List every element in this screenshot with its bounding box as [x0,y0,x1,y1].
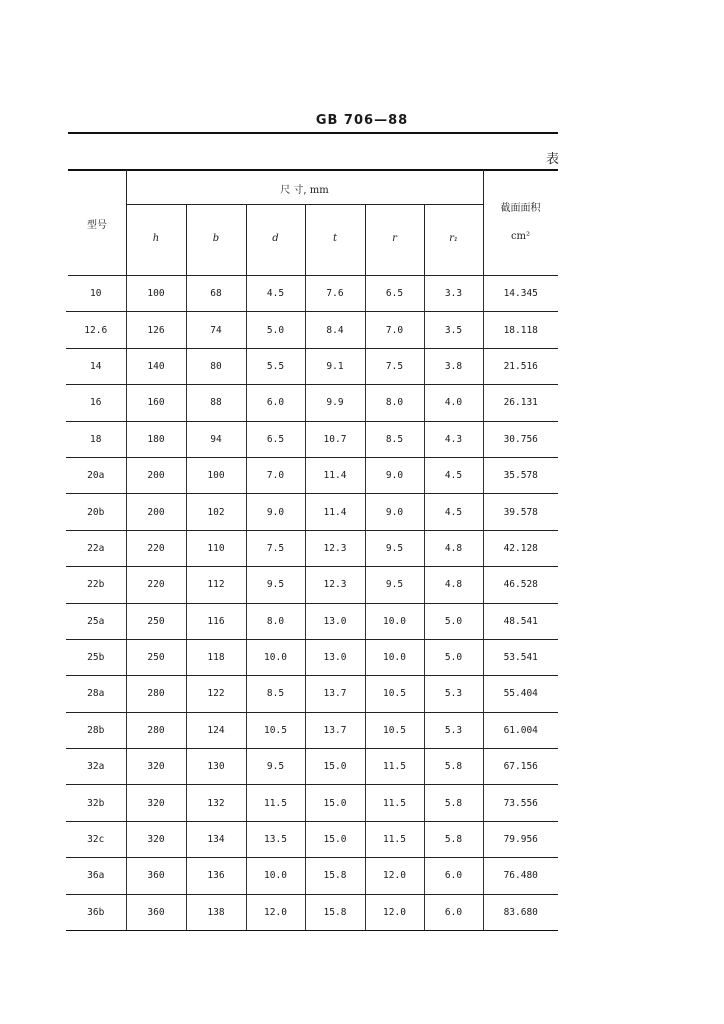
cell-b: 136 [186,858,246,894]
cell-b: 130 [186,749,246,785]
cell-t: 15.0 [305,749,365,785]
cell-r: 9.5 [365,567,424,603]
cell-model: 18 [66,421,126,457]
model-header: 型号 [87,220,107,231]
cell-area: 21.516 [483,348,558,384]
cell-r1: 6.0 [424,858,483,894]
table-row [66,676,558,712]
cell-t: 13.7 [305,676,365,712]
cell-r1: 5.3 [424,712,483,748]
cell-t: 11.4 [305,494,365,530]
cell-d: 6.0 [246,385,305,421]
cell-b: 134 [186,821,246,857]
cell-r1: 5.0 [424,639,483,675]
cell-d: 8.5 [246,676,305,712]
cell-t: 8.4 [305,312,365,348]
table-row [66,858,558,894]
column-header-r1: r₁ [449,233,458,244]
table-row [66,712,558,748]
cell-d: 9.5 [246,749,305,785]
cell-b: 112 [186,567,246,603]
cell-r: 9.0 [365,494,424,530]
cell-model: 20b [66,494,126,530]
table-row [66,821,558,857]
cell-b: 102 [186,494,246,530]
table-row [66,530,558,566]
cell-model: 12.6 [66,312,126,348]
cell-model: 14 [66,348,126,384]
cell-r1: 4.5 [424,494,483,530]
cell-h: 360 [126,894,186,930]
cell-area: 18.118 [483,312,558,348]
cell-r1: 3.8 [424,348,483,384]
cell-r: 10.5 [365,712,424,748]
cell-d: 10.0 [246,858,305,894]
cell-r1: 4.8 [424,530,483,566]
cell-r: 10.0 [365,639,424,675]
cell-model: 36a [66,858,126,894]
cell-b: 94 [186,421,246,457]
title-rule [68,132,558,134]
cell-r: 9.0 [365,457,424,493]
table-row [66,603,558,639]
cell-b: 110 [186,530,246,566]
cell-r1: 3.5 [424,312,483,348]
cell-area: 26.131 [483,385,558,421]
cell-model: 16 [66,385,126,421]
column-header-r: r [392,233,397,244]
cell-r1: 4.3 [424,421,483,457]
cell-r1: 5.3 [424,676,483,712]
standard-code: GB 706—88 [315,113,409,128]
cell-b: 80 [186,348,246,384]
cell-r1: 4.5 [424,457,483,493]
cell-b: 88 [186,385,246,421]
table-row [66,312,558,348]
cell-h: 250 [126,639,186,675]
cell-d: 10.0 [246,639,305,675]
cell-area: 83.680 [483,894,558,930]
cell-r1: 6.0 [424,894,483,930]
cell-b: 138 [186,894,246,930]
table-row [66,567,558,603]
cell-r: 12.0 [365,894,424,930]
cell-area: 79.956 [483,821,558,857]
table-row [66,385,558,421]
cell-d: 5.0 [246,312,305,348]
cell-h: 180 [126,421,186,457]
cell-r1: 3.3 [424,276,483,312]
cell-area: 76.480 [483,858,558,894]
column-header-d: d [272,233,279,244]
cell-r1: 4.0 [424,385,483,421]
table-row [66,421,558,457]
cell-h: 126 [126,312,186,348]
cell-b: 100 [186,457,246,493]
cell-t: 13.7 [305,712,365,748]
cell-model: 32a [66,749,126,785]
column-header-t: t [332,233,338,244]
cell-r1: 4.8 [424,567,483,603]
cell-r1: 5.0 [424,603,483,639]
cell-r: 11.5 [365,749,424,785]
cell-d: 6.5 [246,421,305,457]
cell-h: 320 [126,821,186,857]
cell-model: 32c [66,821,126,857]
table-row [66,785,558,821]
cell-d: 9.0 [246,494,305,530]
cell-area: 48.541 [483,603,558,639]
cell-b: 74 [186,312,246,348]
cell-h: 200 [126,494,186,530]
cell-h: 220 [126,567,186,603]
cell-area: 39.578 [483,494,558,530]
area-header-unit: cm² [510,231,531,242]
cell-area: 42.128 [483,530,558,566]
cell-b: 68 [186,276,246,312]
cell-model: 10 [66,276,126,312]
cell-h: 140 [126,348,186,384]
cell-model: 25b [66,639,126,675]
cell-r: 7.0 [365,312,424,348]
cell-h: 220 [126,530,186,566]
cell-t: 9.1 [305,348,365,384]
cell-t: 15.8 [305,894,365,930]
cell-model: 20a [66,457,126,493]
cell-d: 10.5 [246,712,305,748]
cell-b: 116 [186,603,246,639]
cell-model: 32b [66,785,126,821]
cell-t: 15.8 [305,858,365,894]
cell-h: 100 [126,276,186,312]
cell-area: 55.404 [483,676,558,712]
cell-model: 28a [66,676,126,712]
cell-d: 12.0 [246,894,305,930]
cell-t: 10.7 [305,421,365,457]
header-top-rule [68,169,558,171]
cell-t: 15.0 [305,785,365,821]
area-header-title: 截面面积 [500,203,541,214]
cell-b: 124 [186,712,246,748]
cell-r: 11.5 [365,785,424,821]
cell-area: 35.578 [483,457,558,493]
table-row [66,457,558,493]
cell-r: 9.5 [365,530,424,566]
cell-h: 280 [126,676,186,712]
cell-r: 6.5 [365,276,424,312]
cell-b: 118 [186,639,246,675]
cell-t: 13.0 [305,639,365,675]
table-label: 表 [546,152,560,167]
cell-area: 14.345 [483,276,558,312]
cell-t: 7.6 [305,276,365,312]
cell-h: 360 [126,858,186,894]
cell-area: 53.541 [483,639,558,675]
cell-h: 320 [126,785,186,821]
column-header-h: h [152,233,160,244]
cell-h: 250 [126,603,186,639]
cell-d: 7.5 [246,530,305,566]
cell-model: 22b [66,567,126,603]
channel-steel-table [66,276,558,931]
cell-d: 7.0 [246,457,305,493]
header-divider [483,169,484,276]
cell-r: 12.0 [365,858,424,894]
table-row [66,494,558,530]
dimensions-group-header: 尺 寸, mm [280,185,329,196]
cell-h: 160 [126,385,186,421]
table-row [66,276,558,312]
table-row [66,749,558,785]
cell-t: 15.0 [305,821,365,857]
cell-d: 5.5 [246,348,305,384]
cell-d: 11.5 [246,785,305,821]
cell-area: 46.528 [483,567,558,603]
cell-b: 132 [186,785,246,821]
cell-area: 73.556 [483,785,558,821]
cell-r: 8.0 [365,385,424,421]
cell-d: 9.5 [246,567,305,603]
column-header-b: b [212,233,220,244]
cell-t: 12.3 [305,567,365,603]
cell-model: 22a [66,530,126,566]
cell-d: 8.0 [246,603,305,639]
cell-r: 10.5 [365,676,424,712]
cell-r: 8.5 [365,421,424,457]
cell-t: 12.3 [305,530,365,566]
table-row [66,639,558,675]
cell-h: 320 [126,749,186,785]
cell-model: 25a [66,603,126,639]
cell-d: 13.5 [246,821,305,857]
cell-h: 280 [126,712,186,748]
cell-r1: 5.8 [424,821,483,857]
cell-r: 10.0 [365,603,424,639]
cell-r1: 5.8 [424,749,483,785]
cell-area: 30.756 [483,421,558,457]
cell-model: 28b [66,712,126,748]
cell-r: 7.5 [365,348,424,384]
cell-b: 122 [186,676,246,712]
table-row [66,894,558,930]
cell-area: 67.156 [483,749,558,785]
table-row [66,348,558,384]
cell-r: 11.5 [365,821,424,857]
cell-r1: 5.8 [424,785,483,821]
cell-t: 9.9 [305,385,365,421]
cell-t: 11.4 [305,457,365,493]
cell-t: 13.0 [305,603,365,639]
cell-area: 61.004 [483,712,558,748]
cell-model: 36b [66,894,126,930]
cell-d: 4.5 [246,276,305,312]
cell-h: 200 [126,457,186,493]
